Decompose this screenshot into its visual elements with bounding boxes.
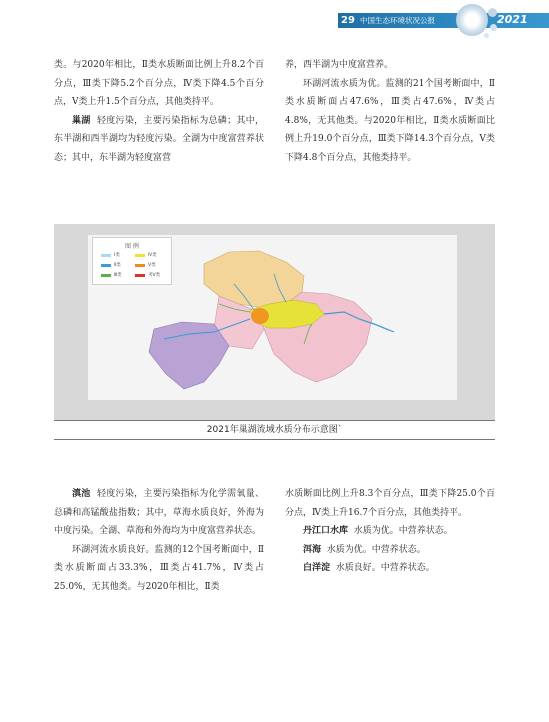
figure-caption: 2021年巢湖流域水质分布示意图` <box>54 420 495 440</box>
west-lake-zone <box>251 308 269 324</box>
paragraph-text: 轻度污染，主要污染指标为化学需氧量、总磷和高锰酸盐指数；其中，草海水质良好，外海为中度污染。全湖、草海和外海均为中度富营养状态。 <box>54 489 264 536</box>
legend-item <box>101 262 121 268</box>
report-year: 2021 <box>497 13 528 26</box>
legend-swatch <box>135 264 145 267</box>
keyword: 白洋淀 <box>303 563 331 573</box>
paragraph: 养，西半湖为中度富营养。 <box>285 60 394 70</box>
legend-label: Ⅰ类 <box>114 253 120 258</box>
paragraph: 水质断面比例上升8.3个百分点，Ⅲ类下降25.0个百分点，Ⅳ类上升16.7个百分点，其他类持平。 <box>285 489 495 518</box>
top-right-column <box>285 56 495 167</box>
paragraph <box>285 559 495 578</box>
legend-label: 劣Ⅴ类 <box>148 273 161 278</box>
legend-label: Ⅲ类 <box>114 273 122 278</box>
legend-label: Ⅳ类 <box>148 253 157 258</box>
map-legend <box>92 237 172 285</box>
legend-item <box>135 272 160 278</box>
legend-item <box>135 252 157 258</box>
top-left-column <box>54 56 264 167</box>
publication-title: 中国生态环境状况公报 <box>360 16 435 25</box>
legend-swatch <box>135 274 145 277</box>
paragraph-text: 水质良好。中营养状态。 <box>335 563 435 573</box>
decorative-circle-icon <box>456 4 488 36</box>
legend-swatch <box>101 274 111 277</box>
paragraph: 环湖河流水质为优。监测的21个国考断面中，Ⅱ类水质断面占47.6%，Ⅲ类占47.6%，Ⅳ类占4.8%，无其他类。与2020年相比，Ⅱ类水质断面比例上升19.0个百分点，Ⅲ类下降14.3个百分点，Ⅴ类下降4.8个百分点，其他类持平。 <box>285 78 495 163</box>
decorative-dot-icon <box>488 8 497 17</box>
keyword: 滇池 <box>72 489 91 499</box>
decorative-dot-icon <box>484 33 489 38</box>
paragraph <box>285 541 495 560</box>
legend-label: Ⅱ类 <box>114 263 121 268</box>
page-header <box>0 0 549 40</box>
keyword: 丹江口水库 <box>303 526 349 536</box>
map-figure <box>54 224 495 420</box>
paragraph <box>54 485 264 541</box>
legend-swatch <box>135 254 145 257</box>
bottom-left-column <box>54 485 264 596</box>
keyword: 洱海 <box>303 544 322 555</box>
legend-item <box>135 262 156 268</box>
keyword: 巢湖 <box>72 115 91 126</box>
paragraph: 环湖河流水质良好。监测的12个国考断面中，Ⅱ类水质断面占33.3%，Ⅲ类占41.7%，Ⅳ类占25.0%，无其他类。与2020年相比，Ⅱ类 <box>54 544 264 592</box>
paragraph <box>285 522 495 541</box>
legend-item <box>101 252 120 258</box>
paragraph <box>54 112 264 168</box>
legend-title: 图 例 <box>125 243 139 250</box>
legend-item <box>101 272 122 278</box>
paragraph-text: 轻度污染，主要污染指标为总磷；其中，东半湖和西半湖均为轻度污染。全湖为中度富营养状态；其中，东半湖为轻度富营 <box>54 115 264 163</box>
decorative-dot-icon <box>490 24 497 31</box>
legend-swatch <box>101 254 111 257</box>
page-number: 29 <box>341 15 355 26</box>
legend-label: Ⅴ类 <box>148 263 156 268</box>
bottom-right-column <box>285 485 495 578</box>
paragraph-text: 水质为优。中营养状态。 <box>326 544 426 555</box>
paragraph: 类。与2020年相比，Ⅱ类水质断面比例上升8.2个百分点，Ⅲ类下降5.2个百分点，Ⅳ类下降4.5个百分点，Ⅴ类上升1.5个百分点，其他类持平。 <box>54 60 264 107</box>
legend-swatch <box>101 264 111 267</box>
paragraph-text: 水质为优。中营养状态。 <box>353 526 453 536</box>
